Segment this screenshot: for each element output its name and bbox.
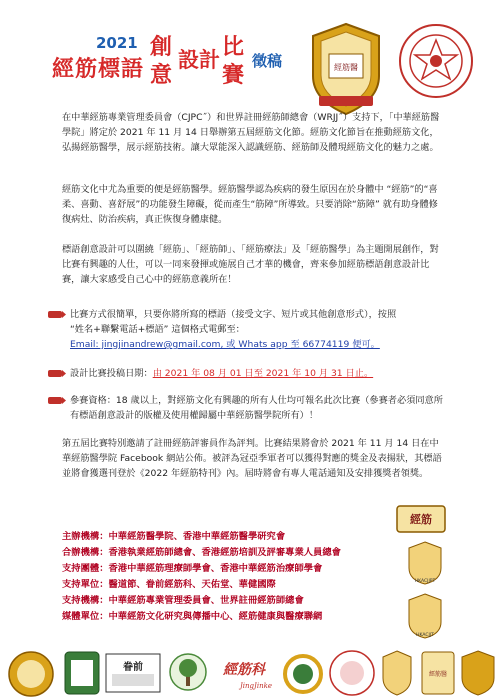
bottom-shield-gold-3 — [458, 648, 498, 698]
logo-subtext: JingJinke — [240, 682, 272, 690]
bottom-tree-logo — [166, 648, 210, 698]
culture-paragraph: 經筋文化中尤為重要的便是經筋醫學。經筋醫學認為疾病的發生原因在於身體中 “經筋”的“喜柔、喜動、喜舒展”的功能發生障礙，從而產生“筋障”所導致。只要消除“筋障” 就有助身體修復病灶、防治疾病，真正恢復身體康健。 — [62, 184, 438, 225]
college-badge-logo — [305, 20, 387, 118]
organizer-row — [62, 530, 285, 544]
bottom-shield-gold-2 — [418, 648, 458, 698]
intro-paragraph: 在中華經筋專業管理委員會（CJPC˝）和世界註冊經筋師總會（WRJJ˝）支持下，「中華經筋醫學院」將定於 2021 年 11 月 14 日舉辦第五屆經筋文化節。經筋文化節旨在推動經筋文化，弘揚經筋醫學，展示經筋技術。讓大眾能深入認識經筋、經筋師及體現經筋文化的魅力之處。 — [62, 112, 440, 153]
hkacjjpt-badge — [407, 540, 443, 586]
organizer-value: 醫道節、眷前經筋科、天佑堂、華健國際 — [108, 579, 276, 590]
method-line-1: 比賽方式很簡單，只要你將所寫的標語（接受文字、短片或其他創意形式），按照 — [70, 309, 397, 320]
contact-email-link[interactable]: Email: jingjinandrew@gmail.com, 或 Whats app 至 66774119 便可。 — [70, 339, 380, 350]
bottom-shield-gold-1 — [380, 648, 414, 698]
organizer-value: 香港執業經筋師總會、香港經筋培訓及評審專業人員總會 — [108, 547, 341, 558]
bullet-icon — [48, 396, 66, 405]
organizer-row — [62, 610, 322, 624]
title-sheji: 設計 — [178, 48, 220, 72]
organizer-key: 媒體單位： — [62, 611, 109, 622]
bottom-jinqian-logo — [104, 648, 162, 698]
organizer-row — [62, 594, 304, 608]
logo-text: 眷前 — [123, 662, 143, 673]
bullet-eligibility — [48, 393, 443, 423]
theme-paragraph: 標語創意設計可以圍繞「經筋」、「經筋師」、「經筋療法」及「經筋醫學」為主題開展創作，對比賽有興趣的人仕，可以一同來發揮或施展自己才華的機會，齊來參加經筋標語創意設計比賽，讓大家感受自己心中的經筋意義所在！ — [62, 244, 439, 285]
banner-text: 經筋 — [410, 513, 432, 526]
bullet-dates — [48, 366, 443, 381]
title-yi: 意 — [150, 63, 173, 88]
jingjin-banner-logo — [396, 505, 446, 533]
title-chuang: 創 — [150, 35, 173, 60]
college-seal-logo — [397, 22, 475, 100]
logo-text: 經筋科 — [223, 662, 265, 678]
dates-label: 設計比賽投稿日期： — [70, 368, 153, 379]
hkacjjt-badge — [407, 592, 443, 640]
dates-range: 由 2021 年 08 月 01 日至 2021 年 10 月 31 日止。 — [152, 368, 374, 379]
organizer-row — [62, 562, 322, 576]
logo-text: 經筋醫 — [428, 671, 448, 678]
bullet-icon — [48, 369, 66, 378]
title-bi: 比 — [222, 35, 245, 60]
organizer-value: 中華經筋專業管理委員會、世界註冊經筋師總會 — [108, 595, 304, 606]
organizer-value: 中華經筋文化研究與傳播中心、經筋健康與醫療聯網 — [108, 611, 323, 622]
badge-label: HKACJJT — [416, 633, 434, 638]
organizer-value: 香港中華經筋理療師學會、香港中華經筋治療師學會 — [108, 563, 323, 574]
bottom-white-badge — [328, 648, 376, 698]
organizer-row — [62, 546, 341, 560]
title-year: 2021 — [96, 34, 138, 52]
organizer-key: 合辦機構： — [62, 547, 109, 558]
organizer-key: 支持單位： — [62, 579, 109, 590]
title-sai: 賽 — [222, 63, 245, 88]
bullet-icon — [48, 310, 66, 319]
method-line-2: “姓名+聯繫電話+標語” 這個格式電郵至： — [70, 324, 245, 335]
bottom-jingjinke-logo — [212, 648, 278, 696]
title-main: 經筋標語 — [52, 57, 145, 82]
bottom-crest-logo — [2, 648, 60, 698]
bullet-method — [48, 307, 443, 352]
judging-paragraph: 第五屆比賽特別邀請了註冊經筋評審員作為評判。比賽結果將會於 2021 年 11 月 14 日在中華經筋醫學院 Facebook 網站公佈。被評為冠亞季軍者可以獲得對應的獎金及表揚狀，其標語並將會獲選刊登於《2022 年經筋特刊》內。屆時將會有專人電話通知及安排獲獎者領獎。 — [62, 438, 442, 479]
organizer-key: 主辦機構： — [62, 531, 109, 542]
badge-text: 經筋醫 — [334, 63, 358, 72]
badge-label: HKACJJPT — [414, 579, 436, 584]
organizer-key: 支持機構： — [62, 595, 109, 606]
organizer-key: 支持團體： — [62, 563, 109, 574]
organizer-row — [62, 578, 276, 592]
eligibility-text: 參賽資格：18 歲以上，對經筋文化有興趣的所有人仕均可報名此次比賽（參賽者必須同意所有標語創意設計的版權及使用權歸屬中華經筋醫學院所有）！ — [70, 395, 443, 421]
title-zhenggao: 徵稿 — [252, 52, 283, 70]
bottom-green-badge — [62, 648, 102, 698]
bottom-wreath-logo — [282, 648, 324, 698]
organizer-value: 中華經筋醫學院、香港中華經筋醫學研究會 — [108, 531, 286, 542]
